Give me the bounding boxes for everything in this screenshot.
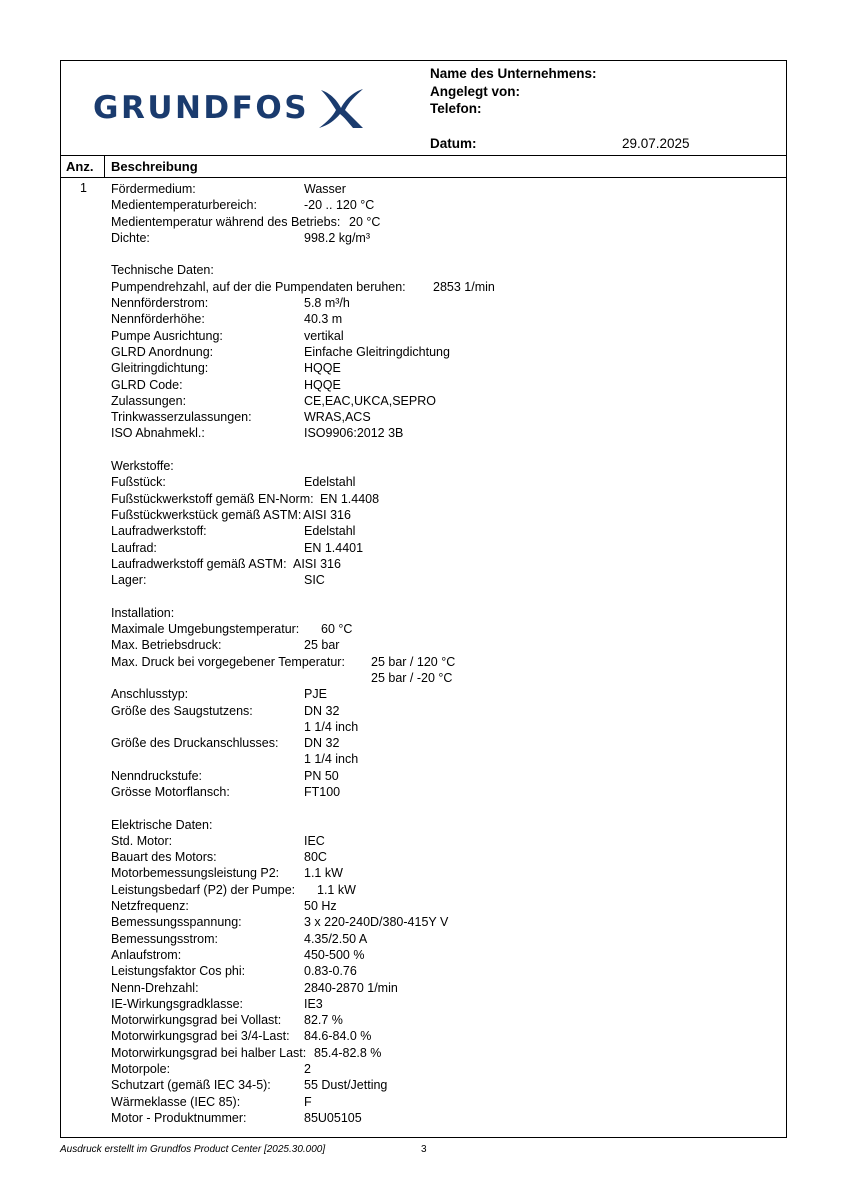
spec-label: Fußstückwerkstück gemäß ASTM: [111, 507, 302, 522]
spec-row [111, 1012, 406, 1028]
spec-label: Laufradwerkstoff gemäß ASTM: [111, 556, 287, 571]
spec-value: FT100 [304, 784, 341, 799]
spec-row [111, 491, 406, 507]
date-value: 29.07.2025 [622, 136, 690, 151]
spec-value: EN 1.4401 [304, 540, 364, 555]
spec-value: AISI 316 [293, 556, 341, 571]
spec-row [111, 1045, 406, 1061]
spec-value: F [304, 1094, 312, 1109]
spec-label: Std. Motor: [111, 833, 173, 848]
spec-label: Grösse Motorflansch: [111, 784, 230, 799]
spec-label: Pumpendrehzahl, auf der die Pumpendaten beruhen: [111, 279, 406, 294]
spec-label: Maximale Umgebungstemperatur: [111, 622, 300, 637]
spec-label: Motorwirkungsgrad bei 3/4-Last: [111, 1029, 290, 1044]
spec-row [111, 1061, 406, 1077]
spec-value: 60 °C [321, 622, 353, 637]
item-description [111, 181, 495, 1126]
spec-label: Bemessungsstrom: [111, 931, 218, 946]
spec-value: 84.6-84.0 % [304, 1029, 372, 1044]
spec-row [111, 865, 406, 881]
spec-value: 2853 1/min [433, 279, 495, 294]
spec-label: Dichte: [111, 230, 150, 245]
spec-value: 82.7 % [304, 1013, 343, 1028]
spec-label: Bemessungsspannung: [111, 915, 242, 930]
phone-label: Telefon: [430, 101, 482, 116]
spec-label: Max. Druck bei vorgegebener Temperatur: [111, 654, 345, 669]
spec-label: Max. Betriebsdruck: [111, 638, 222, 653]
spec-value: 2 [304, 1062, 311, 1077]
grundfos-logo [93, 86, 365, 130]
spec-row [111, 735, 406, 751]
spec-row [111, 344, 450, 360]
spec-row [111, 1110, 406, 1126]
spec-row [111, 898, 406, 914]
spec-label: Gleitringdichtung: [111, 361, 209, 376]
spec-row [111, 670, 453, 686]
spec-value: DN 32 [304, 736, 340, 751]
spec-value: PJE [304, 687, 327, 702]
section-title: Installation: [111, 605, 175, 620]
page-number: 3 [421, 1144, 427, 1155]
spec-row [111, 686, 406, 702]
column-header-description: Beschreibung [111, 159, 198, 174]
spec-value: CE,EAC,UKCA,SEPRO [304, 393, 436, 408]
spec-row [111, 197, 406, 213]
spec-row [111, 654, 456, 670]
spec-row [111, 572, 406, 588]
spec-label: Motor - Produktnummer: [111, 1110, 247, 1125]
spec-label: GLRD Anordnung: [111, 344, 214, 359]
spec-value: HQQE [304, 361, 341, 376]
spec-label: Motorpole: [111, 1062, 171, 1077]
spec-label: Motorwirkungsgrad bei halber Last: [111, 1045, 307, 1060]
spec-row [111, 914, 449, 930]
spec-row [111, 996, 406, 1012]
spec-label: Trinkwasserzulassungen: [111, 410, 252, 425]
section-spacer [111, 246, 406, 262]
spec-value: 2840-2870 1/min [304, 980, 398, 995]
spec-row [111, 523, 406, 539]
spec-row [111, 425, 406, 441]
spec-label: Nenn-Drehzahl: [111, 980, 199, 995]
created-by-label: Angelegt von: [430, 84, 520, 99]
spec-value: HQQE [304, 377, 341, 392]
spec-row [111, 393, 436, 409]
spec-value: IE3 [304, 996, 323, 1011]
spec-value: vertikal [304, 328, 344, 343]
spec-row [111, 947, 406, 963]
spec-label: Leistungsbedarf (P2) der Pumpe: [111, 882, 296, 897]
spec-label: Motorwirkungsgrad bei Vollast: [111, 1013, 282, 1028]
spec-label: ISO Abnahmekl.: [111, 426, 205, 441]
date-label: Datum: [430, 136, 477, 151]
spec-value: 1 1/4 inch [304, 752, 359, 767]
section-title: Technische Daten: [111, 263, 214, 278]
spec-row [111, 311, 406, 327]
spec-row [111, 882, 406, 898]
spec-row [111, 181, 406, 197]
spec-label: Leistungsfaktor Cos phi: [111, 964, 246, 979]
spec-label: Bauart des Motors: [111, 850, 217, 865]
spec-row [111, 931, 406, 947]
column-divider [104, 156, 105, 178]
spec-label: Medientemperaturbereich: [111, 198, 257, 213]
spec-row [111, 980, 406, 996]
spec-value: ISO9906:2012 3B [304, 426, 404, 441]
spec-label: Fördermedium: [111, 182, 196, 196]
spec-row [111, 719, 406, 735]
spec-row [111, 784, 406, 800]
spec-row [111, 556, 406, 572]
spec-label: Nenndruckstufe: [111, 768, 203, 783]
spec-row [111, 637, 406, 653]
spec-value: 4.35/2.50 A [304, 931, 368, 946]
spec-value: 55 Dust/Jetting [304, 1078, 388, 1093]
spec-value: 50 Hz [304, 899, 337, 914]
spec-value: 1 1/4 inch [304, 719, 359, 734]
spec-value: PN 50 [304, 768, 339, 783]
section-spacer [111, 442, 406, 458]
spec-label: Pumpe Ausrichtung: [111, 328, 223, 343]
spec-label: Fußstückwerkstoff gemäß EN-Norm: [111, 491, 314, 506]
item-quantity: 1 [80, 181, 87, 195]
spec-value: 1.1 kW [304, 866, 343, 881]
spec-value: IEC [304, 833, 325, 848]
spec-label: Anlaufstrom: [111, 947, 182, 962]
spec-row [111, 230, 406, 246]
spec-label: Zulassungen: [111, 393, 187, 408]
spec-label: Wärmeklasse (IEC 85): [111, 1094, 241, 1109]
spec-label: Netzfrequenz: [111, 899, 189, 914]
column-header-divider [60, 177, 787, 178]
spec-label: Laufrad: [111, 540, 157, 555]
spec-value: -20 .. 120 °C [304, 198, 375, 213]
logo-text: GRUNDFOS [93, 90, 310, 126]
spec-value: Wasser [304, 182, 346, 196]
section-title: Elektrische Daten: [111, 817, 213, 832]
grundfos-x-logo-icon [315, 86, 365, 130]
spec-label: Motorbemessungsleistung P2: [111, 866, 280, 881]
spec-value: 20 °C [349, 214, 381, 229]
spec-row [111, 409, 406, 425]
spec-value: 85U05105 [304, 1110, 362, 1125]
spec-value: Edelstahl [304, 475, 356, 490]
spec-row [111, 1077, 406, 1093]
spec-value: DN 32 [304, 703, 340, 718]
spec-value: Einfache Gleitringdichtung [304, 344, 450, 359]
spec-row [111, 360, 406, 376]
spec-row [111, 1028, 406, 1044]
spec-value: 5.8 m³/h [304, 296, 350, 311]
spec-label: GLRD Code: [111, 377, 183, 392]
spec-value: 85.4-82.8 % [314, 1045, 382, 1060]
spec-value: 80C [304, 850, 327, 865]
spec-row [111, 768, 406, 784]
spec-value: 998.2 kg/m³ [304, 230, 371, 245]
spec-row [111, 328, 406, 344]
spec-value: 3 x 220-240D/380-415Y V [304, 915, 449, 930]
spec-label: Größe des Druckanschlusses: [111, 736, 279, 751]
spec-row [111, 1094, 406, 1110]
spec-label: Fußstück: [111, 475, 166, 490]
section-spacer [111, 800, 406, 816]
spec-value: 25 bar / -20 °C [371, 670, 453, 685]
company-label: Name des Unternehmens: [430, 66, 597, 81]
header-divider [60, 155, 787, 156]
spec-row [111, 507, 406, 523]
spec-label: Schutzart (gemäß IEC 34-5): [111, 1078, 271, 1093]
footer-text: Ausdruck erstellt im Grundfos Product Center [2025.30.000] [60, 1144, 326, 1155]
spec-row [111, 621, 406, 637]
spec-row [111, 703, 406, 719]
spec-value: SIC [304, 573, 325, 588]
spec-value: AISI 316 [303, 507, 351, 522]
spec-value: 1.1 kW [317, 882, 356, 897]
column-header-qty: Anz. [66, 159, 94, 174]
spec-label: Nennförderstrom: [111, 296, 209, 311]
spec-label: Nennförderhöhe: [111, 312, 205, 327]
spec-row [111, 849, 406, 865]
spec-label: IE-Wirkungsgradklasse: [111, 996, 243, 1011]
spec-value: 40.3 m [304, 312, 343, 327]
spec-label: Lager: [111, 573, 147, 588]
spec-row [111, 833, 406, 849]
spec-label: Anschlusstyp: [111, 687, 189, 702]
spec-row [111, 295, 406, 311]
spec-row [111, 963, 406, 979]
spec-label: Laufradwerkstoff: [111, 524, 207, 539]
section-spacer [111, 588, 406, 604]
section-title: Werkstoffe: [111, 459, 174, 474]
spec-value: 25 bar / 120 °C [371, 654, 456, 669]
spec-row [111, 540, 406, 556]
spec-row [111, 474, 406, 490]
spec-label: Medientemperatur während des Betriebs: [111, 214, 341, 229]
spec-row [111, 751, 406, 767]
spec-value: 450-500 % [304, 947, 365, 962]
spec-value: 0.83-0.76 [304, 964, 357, 979]
spec-row [111, 214, 406, 230]
spec-label: Größe des Saugstutzens: [111, 703, 253, 718]
spec-value: WRAS,ACS [304, 410, 371, 425]
spec-value: Edelstahl [304, 524, 356, 539]
spec-row [111, 279, 495, 295]
spec-row [111, 377, 406, 393]
spec-value: EN 1.4408 [320, 491, 380, 506]
spec-value: 25 bar [304, 638, 340, 653]
